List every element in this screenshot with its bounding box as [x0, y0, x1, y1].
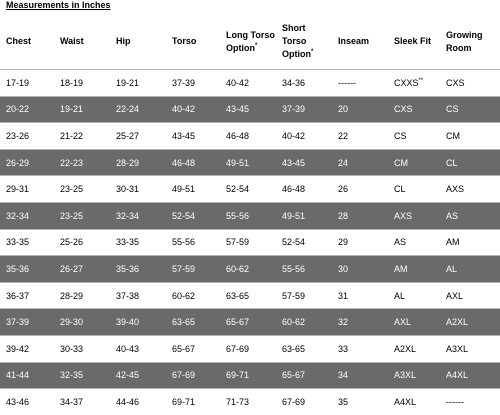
- table-cell: [0, 335, 54, 362]
- column-header: [54, 14, 110, 70]
- footnote-marker: **: [418, 77, 424, 84]
- table-cell: [0, 123, 54, 150]
- table-cell: [0, 96, 54, 123]
- table-cell: [166, 229, 220, 256]
- table-cell: [166, 335, 220, 362]
- table-cell-value: A3XL: [394, 370, 417, 381]
- table-cell: [388, 229, 440, 256]
- table-cell-value: AXL: [446, 290, 464, 301]
- table-cell-value: 43-45: [282, 157, 306, 168]
- table-cell-value: 63-65: [226, 290, 250, 301]
- table-cell: [0, 176, 54, 203]
- table-cell-value: 30: [338, 263, 349, 274]
- table-cell: [276, 70, 332, 97]
- table-cell: [440, 389, 500, 415]
- table-cell-value: 40-43: [116, 343, 140, 354]
- table-cell-value: 65-67: [226, 317, 250, 328]
- table-cell: [388, 176, 440, 203]
- table-cell: [166, 256, 220, 283]
- table-cell: [276, 282, 332, 309]
- table-cell: [388, 335, 440, 362]
- table-cell: [332, 70, 388, 97]
- table-cell: [220, 256, 276, 283]
- table-row: [0, 70, 500, 97]
- table-cell-value: 63-65: [172, 317, 196, 328]
- table-cell: [54, 176, 110, 203]
- table-cell-value: 31: [338, 290, 349, 301]
- table-cell-value: 46-48: [282, 184, 306, 195]
- column-header-label: Short Torso Option: [282, 23, 311, 59]
- table-cell-value: 40-42: [172, 104, 196, 115]
- table-cell: [332, 362, 388, 389]
- table-cell-value: A4XL: [394, 396, 417, 407]
- table-cell: [332, 309, 388, 336]
- table-cell: [166, 202, 220, 229]
- table-cell-value: 22-24: [116, 104, 140, 115]
- column-header: [332, 14, 388, 70]
- table-cell: [332, 335, 388, 362]
- table-cell: [0, 149, 54, 176]
- table-cell-value: 19-21: [60, 104, 84, 115]
- table-cell-value: CXS: [446, 77, 465, 88]
- table-cell: [220, 149, 276, 176]
- table-cell-value: A2XL: [446, 317, 469, 328]
- table-cell: [332, 96, 388, 123]
- table-row: [0, 389, 500, 415]
- table-cell: [440, 176, 500, 203]
- table-cell: [220, 202, 276, 229]
- table-cell: [110, 362, 166, 389]
- table-cell-value: 36-37: [6, 290, 30, 301]
- table-cell-value: ------: [338, 77, 356, 88]
- table-cell: [440, 123, 500, 150]
- table-cell: [166, 70, 220, 97]
- table-cell-value: 65-67: [172, 343, 196, 354]
- table-cell-value: 32-34: [6, 210, 30, 221]
- table-cell: [110, 256, 166, 283]
- table-cell: [440, 309, 500, 336]
- table-cell-value: 25-26: [60, 237, 84, 248]
- footnote-marker: *: [311, 49, 314, 55]
- table-cell-value: 57-59: [282, 290, 306, 301]
- table-cell: [110, 309, 166, 336]
- table-row: [0, 229, 500, 256]
- table-cell-value: 52-54: [282, 237, 306, 248]
- table-cell-value: 57-59: [172, 263, 196, 274]
- table-cell-value: 43-45: [172, 130, 196, 141]
- table-cell-value: 35-36: [116, 263, 140, 274]
- table-cell-value: 55-56: [226, 210, 250, 221]
- table-cell: [110, 96, 166, 123]
- table-cell-value: CL: [394, 184, 406, 195]
- table-cell: [276, 149, 332, 176]
- table-cell-value: AL: [394, 290, 406, 301]
- table-cell-value: 37-39: [6, 317, 30, 328]
- table-cell: [440, 282, 500, 309]
- table-cell-value: CS: [394, 130, 407, 141]
- column-header-label: Growing Room: [446, 29, 483, 53]
- table-cell-value: 28: [338, 210, 349, 221]
- table-cell: [0, 202, 54, 229]
- table-cell: [0, 70, 54, 97]
- table-cell: [110, 389, 166, 415]
- table-cell-value: 21-22: [60, 130, 84, 141]
- table-cell-value: 23-25: [60, 184, 84, 195]
- table-cell-value: AS: [446, 210, 459, 221]
- table-cell: [388, 389, 440, 415]
- table-cell: [220, 362, 276, 389]
- table-cell-value: AXS: [394, 210, 413, 221]
- table-cell: [110, 335, 166, 362]
- table-cell-value: 26-27: [60, 263, 84, 274]
- table-cell-value: 33-35: [6, 237, 30, 248]
- table-cell-value: A2XL: [394, 343, 417, 354]
- table-cell: [220, 123, 276, 150]
- table-cell-value: A4XL: [446, 370, 469, 381]
- table-cell: [0, 229, 54, 256]
- column-header: [276, 14, 332, 70]
- table-cell-value: 30-31: [116, 184, 140, 195]
- table-cell: [332, 256, 388, 283]
- table-row: [0, 96, 500, 123]
- table-cell-value: 25-27: [116, 130, 140, 141]
- table-cell-value: 41-44: [6, 370, 30, 381]
- table-row: [0, 362, 500, 389]
- table-cell: [388, 96, 440, 123]
- table-cell-value: 40-42: [282, 130, 306, 141]
- table-cell-value: AM: [446, 237, 460, 248]
- table-cell-value: 32: [338, 317, 349, 328]
- column-header-label: Waist: [60, 36, 84, 46]
- table-cell: [54, 149, 110, 176]
- table-cell: [166, 149, 220, 176]
- table-cell: [166, 176, 220, 203]
- table-cell-value: 34: [338, 370, 349, 381]
- table-cell-value: AL: [446, 263, 458, 274]
- table-cell: [332, 282, 388, 309]
- table-cell-value: 28-29: [116, 157, 140, 168]
- table-cell-value: 65-67: [282, 370, 306, 381]
- table-cell-value: 18-19: [60, 77, 84, 88]
- table-cell: [166, 362, 220, 389]
- table-cell-value: 32-34: [116, 210, 140, 221]
- table-cell: [110, 282, 166, 309]
- table-cell: [276, 176, 332, 203]
- table-cell-value: 24: [338, 157, 349, 168]
- table-cell: [276, 123, 332, 150]
- table-cell-value: 40-42: [226, 77, 250, 88]
- table-cell: [440, 96, 500, 123]
- table-cell: [276, 362, 332, 389]
- table-cell-value: 23-26: [6, 130, 30, 141]
- table-cell: [440, 70, 500, 97]
- table-cell: [110, 70, 166, 97]
- table-cell: [110, 202, 166, 229]
- table-cell: [276, 229, 332, 256]
- table-cell: [166, 389, 220, 415]
- table-cell: [388, 282, 440, 309]
- table-cell-value: 67-69: [226, 343, 250, 354]
- table-cell-value: 28-29: [60, 290, 84, 301]
- table-row: [0, 123, 500, 150]
- table-cell-value: 42-45: [116, 370, 140, 381]
- table-cell: [110, 123, 166, 150]
- table-cell: [276, 202, 332, 229]
- table-cell-value: 52-54: [172, 210, 196, 221]
- table-cell-value: 39-40: [116, 317, 140, 328]
- table-cell: [220, 176, 276, 203]
- table-cell: [388, 362, 440, 389]
- table-cell: [110, 149, 166, 176]
- table-cell-value: 33: [338, 343, 349, 354]
- table-cell-value: 34-37: [60, 396, 84, 407]
- table-cell-value: 30-33: [60, 343, 84, 354]
- table-cell-value: 29-30: [60, 317, 84, 328]
- column-header: [388, 14, 440, 70]
- table-cell-value: 22-23: [60, 157, 84, 168]
- table-cell-value: AXL: [394, 317, 412, 328]
- table-cell: [440, 256, 500, 283]
- page-title: Measurements in Inches: [6, 0, 111, 10]
- table-cell: [54, 335, 110, 362]
- column-header: [440, 14, 500, 70]
- table-cell-value: 20: [338, 104, 349, 115]
- table-cell-value: 55-56: [172, 237, 196, 248]
- table-cell-value: 26: [338, 184, 349, 195]
- table-cell: [166, 123, 220, 150]
- table-row: [0, 202, 500, 229]
- table-cell-value: 32-35: [60, 370, 84, 381]
- table-cell: [0, 256, 54, 283]
- table-cell: [0, 389, 54, 415]
- table-cell-value: 57-59: [226, 237, 250, 248]
- table-cell-value: A3XL: [446, 343, 469, 354]
- table-cell-value: 34-36: [282, 77, 306, 88]
- table-cell-value: 60-62: [226, 263, 250, 274]
- table-cell-value: CS: [446, 104, 459, 115]
- table-cell: [54, 202, 110, 229]
- table-cell: [276, 96, 332, 123]
- table-cell: [166, 282, 220, 309]
- footnote-marker: *: [255, 42, 258, 49]
- column-header-label: Hip: [116, 36, 131, 46]
- column-header: [0, 14, 54, 70]
- table-cell-value: ------: [446, 396, 464, 407]
- table-cell: [440, 335, 500, 362]
- table-cell-value: 20-22: [6, 104, 30, 115]
- table-cell-value: 60-62: [172, 290, 196, 301]
- table-cell: [388, 123, 440, 150]
- table-row: [0, 176, 500, 203]
- table-cell-value: 49-51: [282, 210, 306, 221]
- table-cell: [220, 70, 276, 97]
- column-header-label: Inseam: [338, 36, 370, 46]
- column-header-label: Sleek Fit: [394, 36, 432, 46]
- table-cell-value: 69-71: [172, 396, 196, 407]
- table-cell-value: 17-19: [6, 77, 30, 88]
- table-cell-value: 23-25: [60, 210, 84, 221]
- table-row: [0, 256, 500, 283]
- table-cell: [332, 229, 388, 256]
- table-cell: [388, 256, 440, 283]
- table-cell-value: 63-65: [282, 343, 306, 354]
- table-cell: [220, 389, 276, 415]
- table-cell-value: 49-51: [172, 184, 196, 195]
- table-cell: [332, 123, 388, 150]
- table-cell-value: 37-38: [116, 290, 140, 301]
- table-cell: [388, 70, 440, 97]
- table-cell: [54, 256, 110, 283]
- table-cell-value: 19-21: [116, 77, 140, 88]
- table-cell-value: 29: [338, 237, 349, 248]
- table-cell-value: 29-31: [6, 184, 30, 195]
- table-cell-value: 60-62: [282, 317, 306, 328]
- table-cell: [110, 176, 166, 203]
- column-header-label: Chest: [6, 36, 32, 46]
- table-cell-value: 37-39: [172, 77, 196, 88]
- table-cell: [440, 149, 500, 176]
- column-header-label: Long Torso Option: [226, 29, 275, 53]
- table-cell: [166, 96, 220, 123]
- table-cell: [220, 229, 276, 256]
- table-cell: [332, 202, 388, 229]
- table-cell: [332, 149, 388, 176]
- table-cell-value: 35-36: [6, 263, 30, 274]
- table-cell: [440, 202, 500, 229]
- table-cell-value: 49-51: [226, 157, 250, 168]
- table-cell: [0, 362, 54, 389]
- table-cell-value: 55-56: [282, 263, 306, 274]
- table-cell-value: CL: [446, 157, 458, 168]
- column-header: [166, 14, 220, 70]
- table-cell: [0, 309, 54, 336]
- table-cell: [388, 309, 440, 336]
- table-cell-value: 44-46: [116, 396, 140, 407]
- table-cell-value: AM: [394, 263, 408, 274]
- table-cell: [220, 282, 276, 309]
- table-cell-value: 26-29: [6, 157, 30, 168]
- table-cell: [54, 362, 110, 389]
- table-cell-value: 46-48: [172, 157, 196, 168]
- table-cell: [54, 282, 110, 309]
- table-cell: [0, 282, 54, 309]
- table-cell-value: 71-73: [226, 396, 250, 407]
- table-cell-value: 39-42: [6, 343, 30, 354]
- table-cell: [276, 389, 332, 415]
- table-cell-value: 46-48: [226, 130, 250, 141]
- table-row: [0, 309, 500, 336]
- table-row: [0, 149, 500, 176]
- column-header: [110, 14, 166, 70]
- column-header: [220, 14, 276, 70]
- table-cell: [220, 309, 276, 336]
- table-cell: [220, 96, 276, 123]
- table-cell-value: CM: [446, 130, 460, 141]
- table-cell: [54, 96, 110, 123]
- table-cell: [440, 229, 500, 256]
- table-cell: [388, 149, 440, 176]
- table-cell-value: 67-69: [282, 396, 306, 407]
- table-cell: [276, 256, 332, 283]
- table-cell: [332, 389, 388, 415]
- table-cell-value: 52-54: [226, 184, 250, 195]
- table-cell: [440, 362, 500, 389]
- table-cell-value: CXXS: [394, 77, 419, 88]
- table-cell: [54, 123, 110, 150]
- table-cell-value: 33-35: [116, 237, 140, 248]
- table-cell-value: 37-39: [282, 104, 306, 115]
- table-cell-value: 43-45: [226, 104, 250, 115]
- table-cell-value: 69-71: [226, 370, 250, 381]
- table-cell: [54, 389, 110, 415]
- table-cell-value: 35: [338, 396, 349, 407]
- table-cell-value: 43-46: [6, 396, 30, 407]
- table-header-row: [0, 14, 500, 70]
- table-cell: [220, 335, 276, 362]
- table-row: [0, 282, 500, 309]
- table-cell: [276, 309, 332, 336]
- column-header-label: Torso: [172, 36, 197, 46]
- size-chart-table: [0, 14, 500, 415]
- table-cell-value: 22: [338, 130, 349, 141]
- table-cell-value: AS: [394, 237, 407, 248]
- table-body: [0, 70, 500, 415]
- table-cell: [276, 335, 332, 362]
- table-cell-value: AXS: [446, 184, 465, 195]
- table-cell: [388, 202, 440, 229]
- table-cell: [166, 309, 220, 336]
- table-cell: [54, 70, 110, 97]
- table-cell-value: CM: [394, 157, 408, 168]
- table-row: [0, 335, 500, 362]
- table-cell: [332, 176, 388, 203]
- table-cell: [54, 309, 110, 336]
- table-cell: [54, 229, 110, 256]
- table-cell: [110, 229, 166, 256]
- table-cell-value: CXS: [394, 104, 413, 115]
- table-cell-value: 67-69: [172, 370, 196, 381]
